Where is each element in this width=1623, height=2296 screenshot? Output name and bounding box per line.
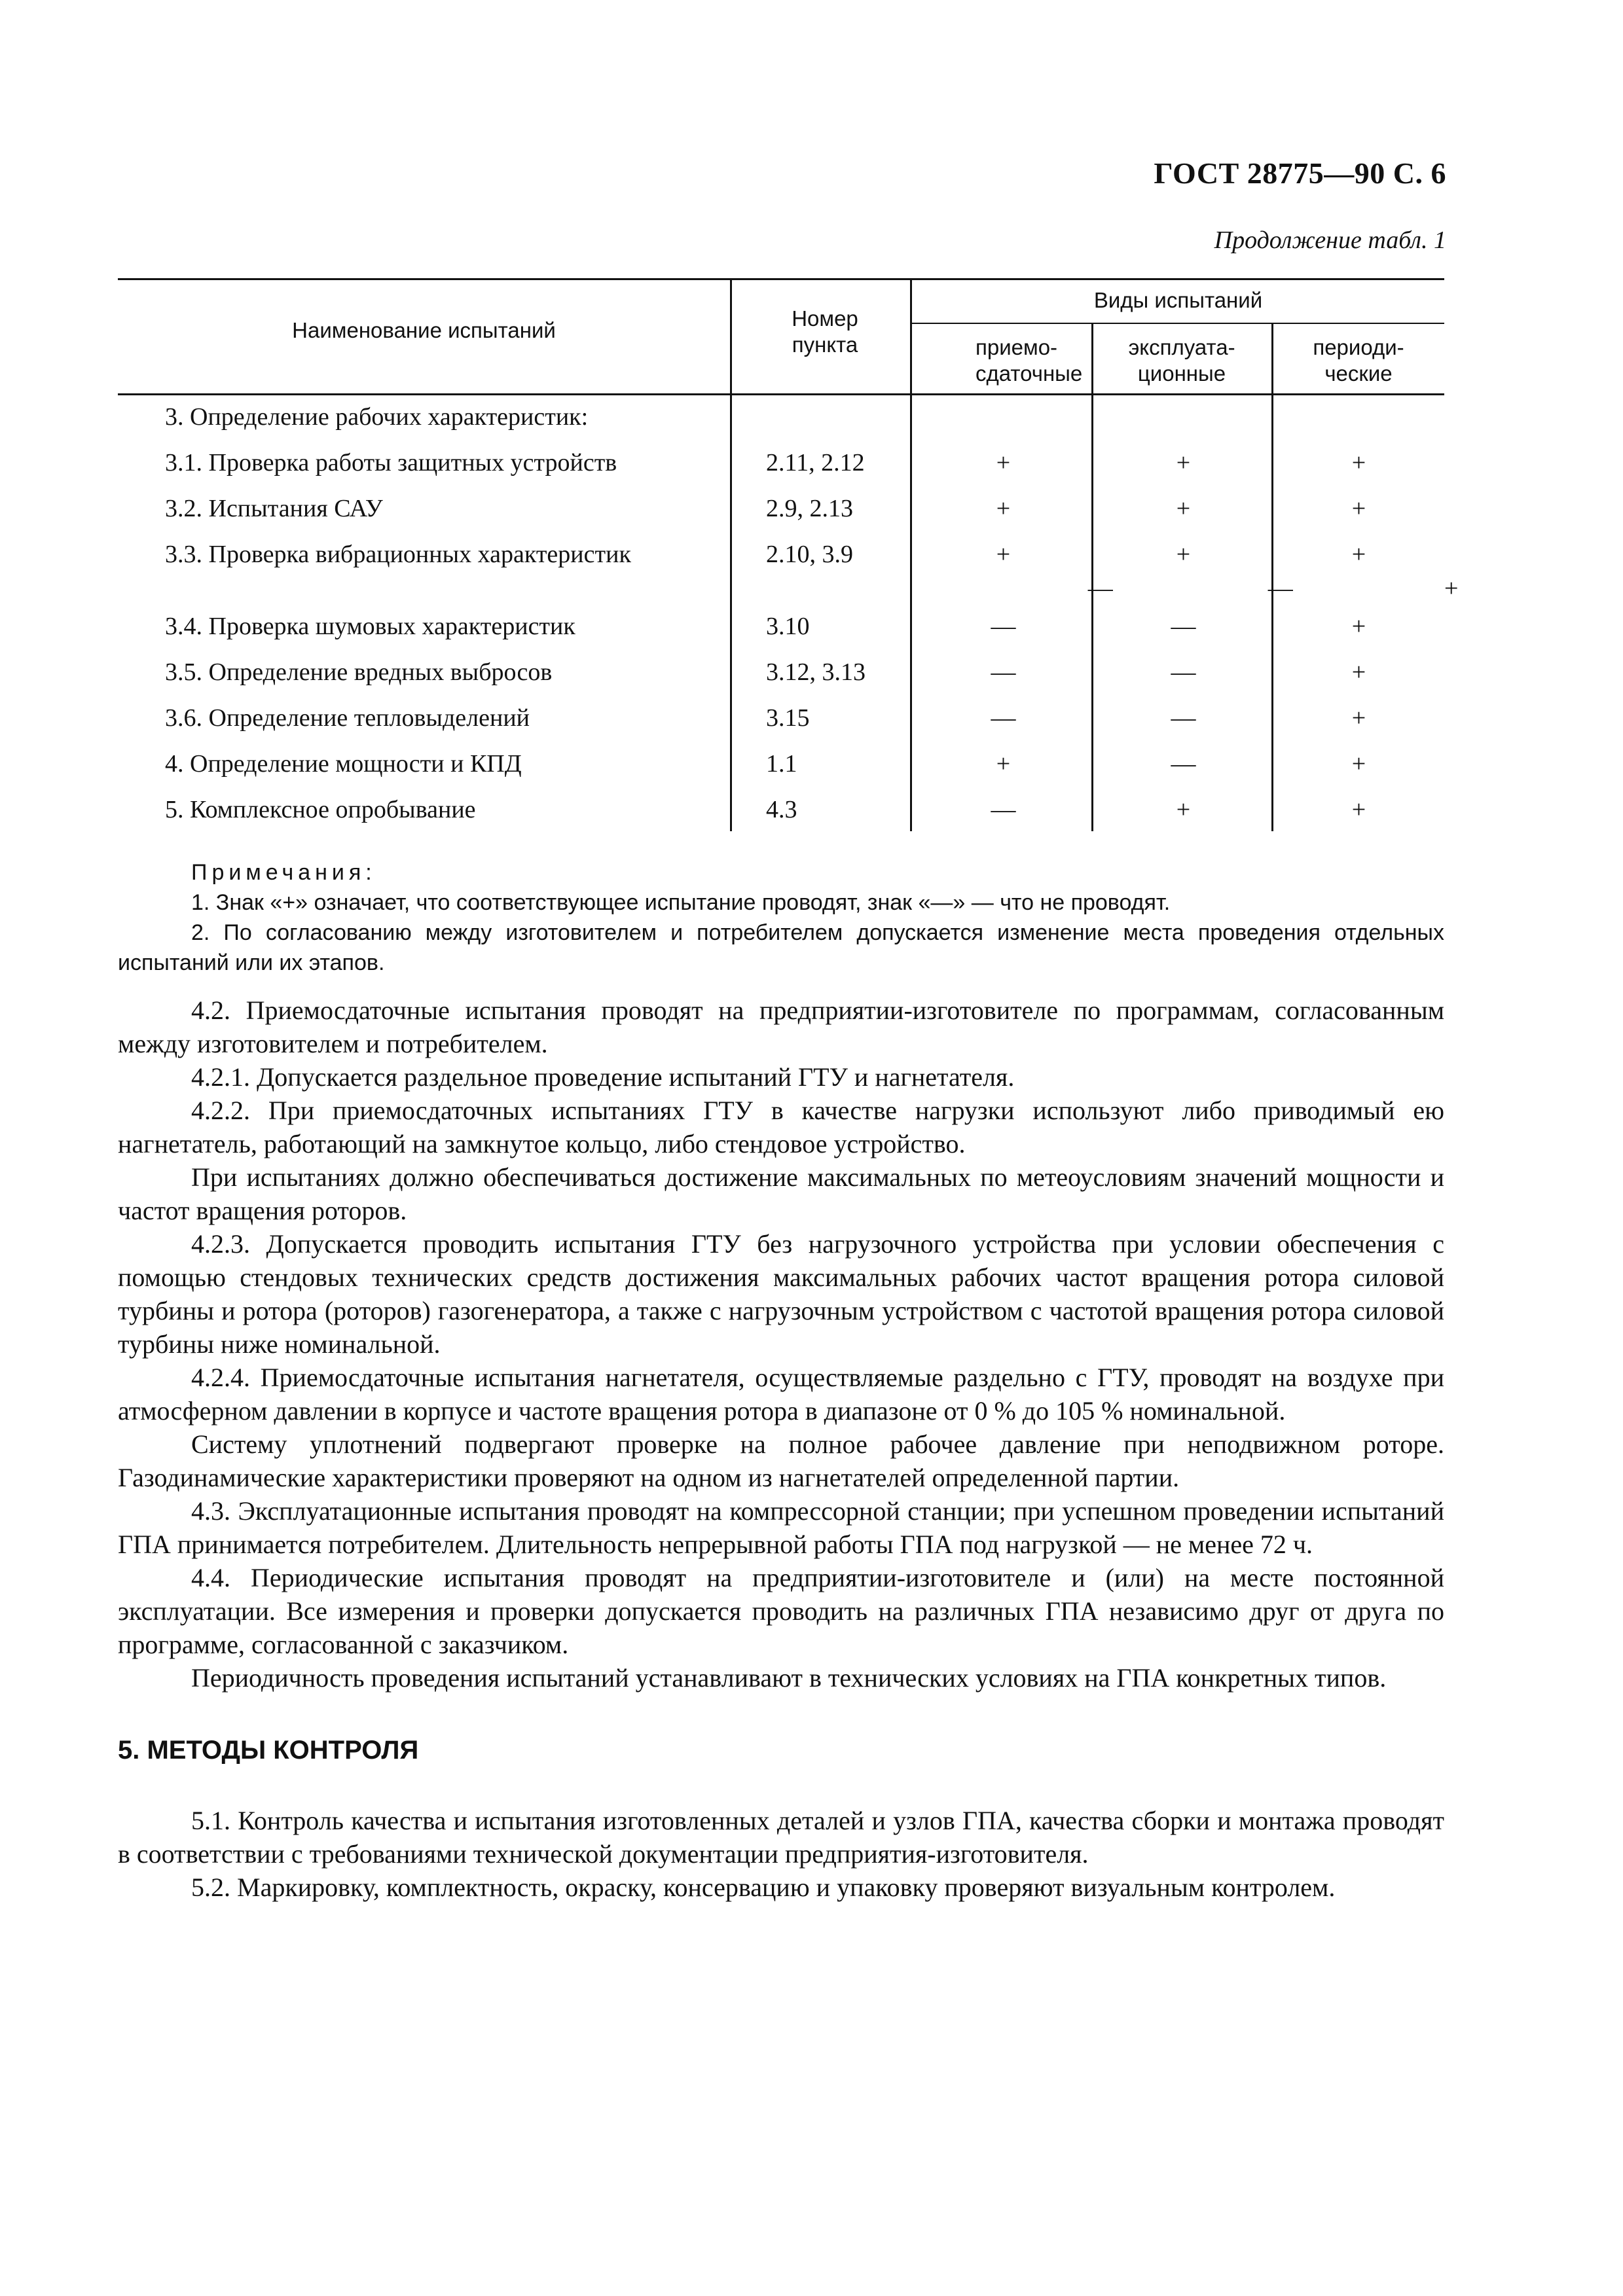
table-notes xyxy=(118,857,1444,978)
types-subheader-rule xyxy=(910,323,1444,324)
paragraph: 4.2.1. Допускается раздельное проведение испытаний ГТУ и нагнетателя. xyxy=(191,1062,1015,1092)
paragraph: 4.2.4. Приемосдаточные испытания нагнетателя, осуществляемые раздельно с ГТУ, проводят на воздухе при атмосферном давлении в корпусе и частоте вращения ротора в диапазоне от 0 % до 105 % номинальной. xyxy=(118,1363,1444,1426)
row-test-name: 3.5. Определение вредных выбросов xyxy=(165,658,553,686)
table-header-rule xyxy=(118,393,1444,395)
table-row xyxy=(118,701,1444,745)
paragraph: 4.3. Эксплуатационные испытания проводят на компрессорной станции; при успешном проведении испытаний ГПА принимается потребителем. Длительность непрерывной работы ГПА под нагрузкой — не менее 72 ч. xyxy=(118,1496,1444,1559)
row-acceptance-mark: — xyxy=(991,613,1016,640)
paragraph: Систему уплотнений подвергают проверке на полное рабочее давление при неподвижном роторе. Газодинамические характеристики проверяют на одном из нагнетателей определенной партии. xyxy=(118,1429,1444,1492)
paragraph: Периодичность проведения испытаний устанавливают в технических условиях на ГПА конкретных типов. xyxy=(191,1663,1387,1693)
row-periodic-mark: + xyxy=(1351,449,1366,476)
row-operational-mark: + xyxy=(1176,449,1191,476)
paragraph: 5.2. Маркировку, комплектность, окраску, консервацию и упаковку проверяют визуальным контролем. xyxy=(191,1873,1336,1902)
paragraph: 4.2.2. При приемосдаточных испытаниях ГТУ в качестве нагрузки используют либо приводимый ею нагнетатель, работающий на замкнутое кольцо, либо стендовое устройство. xyxy=(118,1096,1444,1158)
table-row xyxy=(118,400,1444,444)
header-test-name: Наименование испытаний xyxy=(292,318,556,342)
page-header: ГОСТ 28775—90 С. 6 xyxy=(1154,156,1446,190)
row-clause: 3.15 xyxy=(766,704,810,732)
paragraph: 4.2. Приемосдаточные испытания проводят на предприятии-изготовителе по программам, согласованным между изготовителем и потребителем. xyxy=(118,996,1444,1058)
header-acceptance: приемо- сдаточные xyxy=(976,335,1083,386)
row-clause: 3.12, 3.13 xyxy=(766,658,866,686)
row-acceptance-mark: — xyxy=(991,796,1016,823)
row-operational-mark: + xyxy=(1176,796,1191,823)
row-acceptance-mark: — xyxy=(991,704,1016,732)
row-test-name: 5. Комплексное опробывание xyxy=(165,796,476,823)
row-test-name: 3.4. Проверка шумовых характеристик xyxy=(165,613,575,640)
row-periodic-mark: + xyxy=(1351,704,1366,732)
header-periodic: периоди- ческие xyxy=(1313,335,1404,386)
table-row xyxy=(118,537,1459,609)
row-test-name: 3. Определение рабочих характеристик: xyxy=(165,403,589,431)
row-test-name: 3.6. Определение тепловыделений xyxy=(165,704,530,732)
row-acceptance-mark: + — xyxy=(996,541,1113,602)
row-clause: 3.10 xyxy=(766,613,810,640)
row-periodic-mark: + + xyxy=(1351,541,1459,602)
row-periodic-mark: + xyxy=(1351,495,1366,522)
row-acceptance-mark: — xyxy=(991,658,1016,686)
table-row xyxy=(118,446,1444,490)
row-periodic-mark: + xyxy=(1351,750,1366,778)
row-clause: 4.3 xyxy=(766,796,797,823)
row-clause: 2.10, 3.9 xyxy=(766,541,853,568)
table-row xyxy=(118,492,1444,536)
row-clause: 2.9, 2.13 xyxy=(766,495,853,522)
row-operational-mark: + xyxy=(1176,495,1191,522)
table-row xyxy=(118,793,1444,837)
row-test-name: 3.2. Испытания САУ xyxy=(165,495,383,522)
table-row xyxy=(118,609,1444,654)
row-clause: 1.1 xyxy=(766,750,797,778)
row-acceptance-mark: + xyxy=(996,449,1011,476)
table-top-rule xyxy=(118,278,1444,280)
row-operational-mark: — xyxy=(1171,704,1196,732)
paragraph: 4.4. Периодические испытания проводят на предприятии-изготовителе и (или) на месте постоянной эксплуатации. Все измерения и проверки допускается проводить на различных ГПА независимо друг от друга по программе, согласованной с заказчиком. xyxy=(118,1563,1444,1659)
paragraph: При испытаниях должно обеспечиваться достижение максимальных по метеоусловиям значений мощности и частот вращения роторов. xyxy=(118,1162,1444,1225)
note-2: 2. По согласованию между изготовителем и потребителем допускается изменение места проведения отдельных испытаний или их этапов. xyxy=(118,920,1444,975)
row-test-name: 3.3. Проверка вибрационных характеристик xyxy=(165,541,631,568)
row-test-name: 4. Определение мощности и КПД xyxy=(165,750,522,778)
paragraph: 5.1. Контроль качества и испытания изготовленных деталей и узлов ГПА, качества сборки и монтажа проводят в соответствии с требованиями технической документации предприятия-изготовителя. xyxy=(118,1806,1444,1869)
header-operational: эксплуата- ционные xyxy=(1128,335,1235,386)
header-test-types: Виды испытаний xyxy=(1093,288,1263,312)
table-row xyxy=(118,747,1444,791)
row-operational-mark: + — xyxy=(1176,541,1293,602)
row-periodic-mark: + xyxy=(1351,658,1366,686)
body-text xyxy=(118,994,1444,1904)
row-acceptance-mark: + xyxy=(996,750,1011,778)
row-test-name: 3.1. Проверка работы защитных устройств xyxy=(165,449,617,476)
row-periodic-mark: + xyxy=(1351,613,1366,640)
note-1: 1. Знак «+» означает, что соответствующее испытание проводят, знак «—» — что не проводят. xyxy=(191,890,1171,915)
paragraph: 4.2.3. Допускается проводить испытания ГТУ без нагрузочного устройства при условии обеспечения с помощью стендовых технических средств достижения максимальных рабочих частот вращения ротора силовой турбины и ротора (роторов) газогенератора, а также с нагрузочным устройством с частотой вращения ротора силовой турбины ниже номинальной. xyxy=(118,1229,1444,1359)
row-periodic-mark: + xyxy=(1351,796,1366,823)
row-operational-mark: — xyxy=(1171,613,1196,640)
table-continuation-label: Продолжение табл. 1 xyxy=(1214,226,1446,254)
row-operational-mark: — xyxy=(1171,750,1196,778)
row-clause: 2.11, 2.12 xyxy=(766,449,865,476)
header-clause-number: Номер пункта xyxy=(792,306,858,357)
row-operational-mark: — xyxy=(1171,658,1196,686)
section-heading: 5. МЕТОДЫ КОНТРОЛЯ xyxy=(118,1736,419,1765)
notes-title: Примечания: xyxy=(191,860,376,885)
table-row xyxy=(118,655,1444,700)
row-acceptance-mark: + xyxy=(996,495,1011,522)
